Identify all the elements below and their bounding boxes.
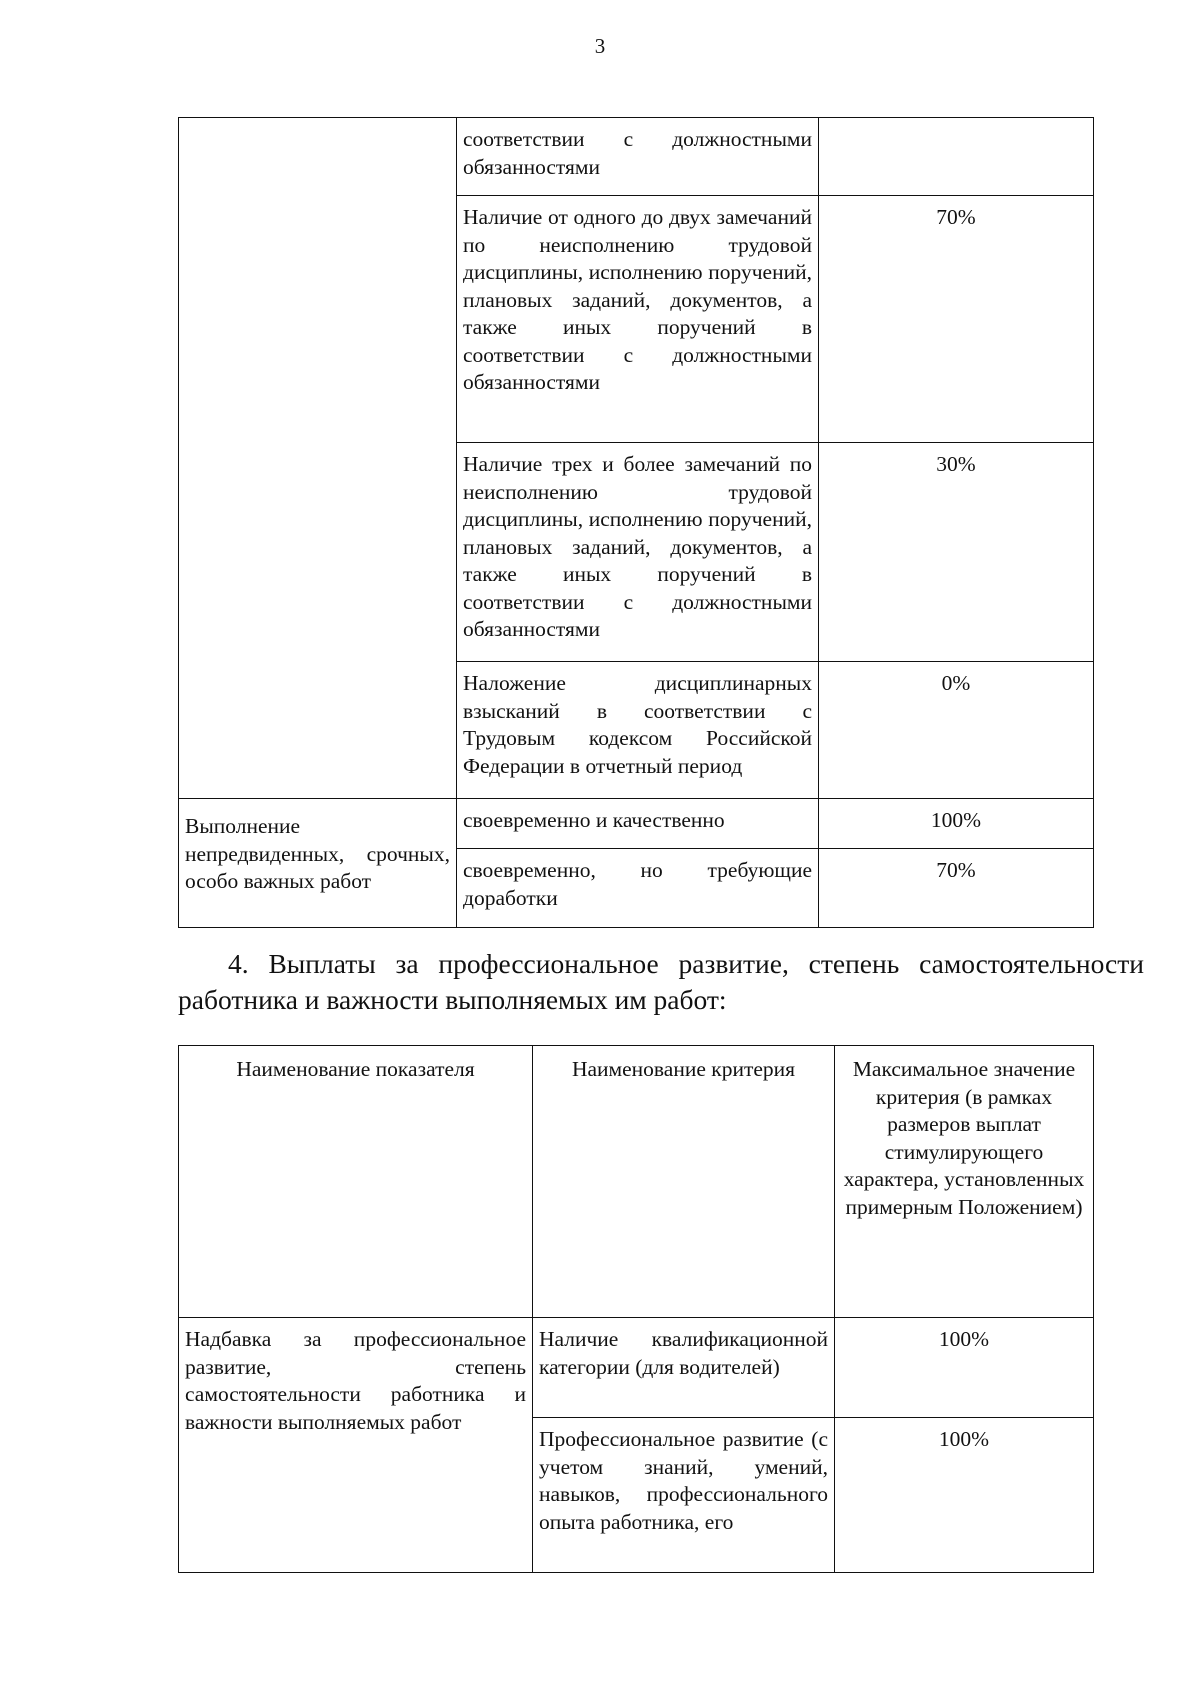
header-row xyxy=(179,1046,1094,1318)
indicator-cell: Надбавка за профессиональное развитие, степень самостоятельности работника и важности выполняемых работ xyxy=(179,1318,533,1573)
indicator-cell-empty xyxy=(179,118,457,799)
criterion-cell: своевременно и качественно xyxy=(457,799,819,849)
section-4-heading-text: 4. Выплаты за профессиональное развитие, степень самостоятельности работника и важности выполняемых им работ: xyxy=(178,948,1144,1015)
page-number: 3 xyxy=(594,34,606,58)
value-cell: 30% xyxy=(819,443,1094,662)
value-cell xyxy=(819,118,1094,196)
value-cell: 0% xyxy=(819,662,1094,799)
value-cell: 100% xyxy=(835,1318,1094,1418)
section-4-heading xyxy=(178,946,1144,1018)
value-cell: 70% xyxy=(819,196,1094,443)
criterion-cell: своевременно, но требующие доработки xyxy=(457,849,819,928)
criterion-cell: Профессиональное развитие (с учетом знаний, умений, навыков, профессионального опыта работника, его xyxy=(533,1418,835,1573)
value-cell: 100% xyxy=(819,799,1094,849)
criterion-cell: Наложение дисциплинарных взысканий в соответствии с Трудовым кодексом Российской Федерации в отчетный период xyxy=(457,662,819,799)
indicator-cell: Выполнение непредвиденных, срочных, особо важных работ xyxy=(179,799,457,928)
table-row xyxy=(179,1318,1094,1418)
table-row xyxy=(179,799,1094,849)
criterion-cell: соответствии с должностными обязанностями xyxy=(457,118,819,196)
criterion-cell: Наличие квалификационной категории (для водителей) xyxy=(533,1318,835,1418)
professional-development-table xyxy=(178,1045,1094,1573)
criterion-cell: Наличие от одного до двух замечаний по неисполнению трудовой дисциплины, исполнению поручений, плановых заданий, документов, а также иных поручений в соответствии с должностными обязанностями xyxy=(457,196,819,443)
header-indicator: Наименование показателя xyxy=(179,1046,533,1318)
header-max-value: Максимальное значение критерия (в рамках размеров выплат стимулирующего характера, установленных примерным Положением) xyxy=(835,1046,1094,1318)
criterion-cell: Наличие трех и более замечаний по неисполнению трудовой дисциплины, исполнению поручений, плановых заданий, документов, а также иных поручений в соответствии с должностными обязанностями xyxy=(457,443,819,662)
value-cell: 100% xyxy=(835,1418,1094,1573)
table-row xyxy=(179,118,1094,196)
value-cell: 70% xyxy=(819,849,1094,928)
criteria-table-continued xyxy=(178,117,1094,928)
header-criterion: Наименование критерия xyxy=(533,1046,835,1318)
